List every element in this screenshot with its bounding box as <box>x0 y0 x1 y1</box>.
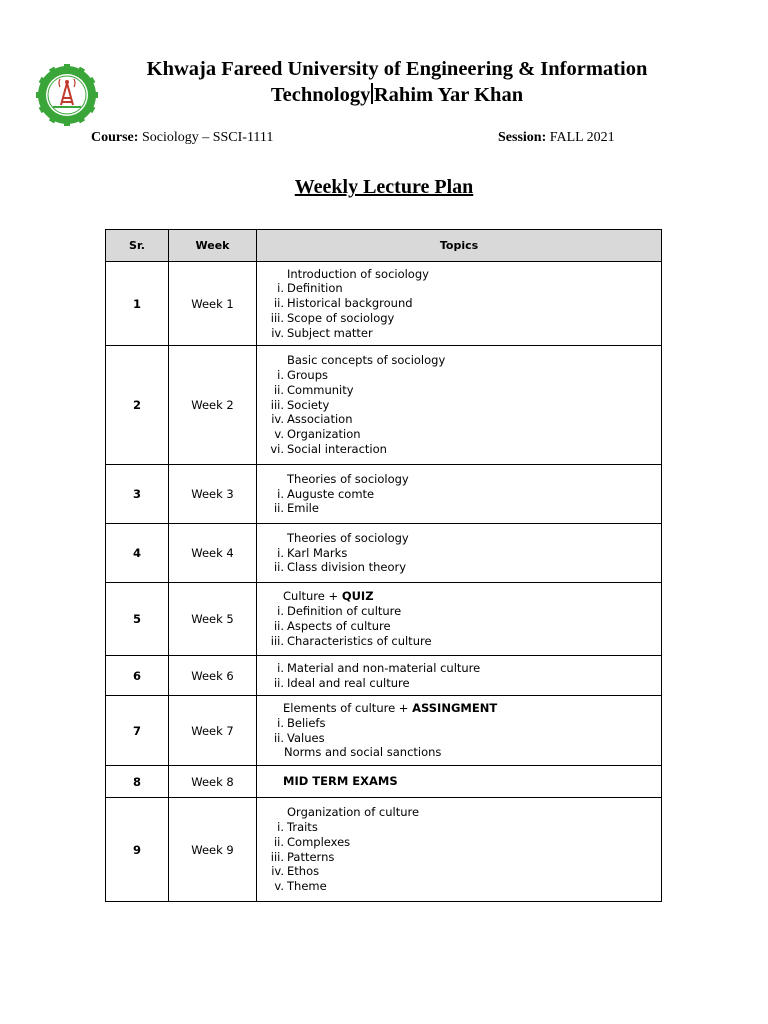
topic-item-number: i. <box>277 715 284 730</box>
row-topics <box>257 524 662 583</box>
row-sr: 4 <box>106 524 169 583</box>
topic-item <box>257 634 661 649</box>
topic-item-text: Class division theory <box>287 560 407 575</box>
topic-item-text: Society <box>287 397 330 412</box>
plan-title: Weekly Lecture Plan <box>294 176 474 198</box>
topic-item-number: i. <box>277 486 284 501</box>
topic-item-number: i. <box>277 604 284 619</box>
table-header-row <box>106 230 662 262</box>
table-row <box>106 656 662 696</box>
row-sr: 5 <box>106 583 169 656</box>
topic-item-number: i. <box>277 660 284 675</box>
topic-item <box>257 560 661 575</box>
topic-heading-emphasis: ASSINGMENT <box>412 700 498 715</box>
university-title-line2 <box>106 82 688 108</box>
topic-heading <box>257 805 661 820</box>
topic-item <box>257 661 661 676</box>
table-row <box>106 262 662 346</box>
topic-item-number: iv. <box>271 412 284 427</box>
topic-item-number: iii. <box>270 849 284 864</box>
topic-item <box>257 296 661 311</box>
topic-item-text: Emile <box>287 501 319 516</box>
course-value: Sociology – SSCI-1111 <box>141 130 274 145</box>
topic-item-text: Community <box>287 382 354 397</box>
table-row <box>106 583 662 656</box>
topic-item-number: iv. <box>271 325 284 340</box>
topic-heading <box>257 353 661 368</box>
topic-item-number: ii. <box>273 560 284 575</box>
topic-item-text: Beliefs <box>287 715 326 730</box>
row-week: Week 1 <box>169 262 257 346</box>
row-topics <box>257 766 662 798</box>
topic-item-number: ii. <box>273 730 284 745</box>
topic-item <box>257 311 661 326</box>
topic-heading-text: Culture + <box>283 589 342 604</box>
topic-item-text: Groups <box>287 368 329 382</box>
row-topics <box>257 656 662 696</box>
topic-heading-text: Introduction of sociology <box>287 266 429 281</box>
topic-item-text: Material and non-material culture <box>287 660 481 675</box>
topic-item-number: ii. <box>273 619 284 633</box>
university-title <box>106 56 688 108</box>
row-week: Week 8 <box>169 766 257 798</box>
session-info <box>498 130 615 146</box>
title-divider <box>371 83 373 104</box>
topic-item-number: ii. <box>273 382 284 397</box>
topic-item <box>257 731 661 746</box>
topic-heading <box>257 472 661 487</box>
topic-item <box>257 835 661 850</box>
topic-heading-text: Basic concepts of sociology <box>287 353 446 368</box>
topic-item-text: Ethos <box>287 864 320 879</box>
topic-item-number: iv. <box>271 864 284 879</box>
row-week: Week 2 <box>169 346 257 465</box>
row-week: Week 7 <box>169 696 257 766</box>
row-week: Week 3 <box>169 465 257 524</box>
row-sr: 1 <box>106 262 169 346</box>
row-sr: 3 <box>106 465 169 524</box>
topic-item-number: v. <box>274 879 284 894</box>
topic-item <box>257 879 661 894</box>
topic-item-text: Characteristics of culture <box>287 633 432 648</box>
topic-item-number: ii. <box>273 296 284 311</box>
topic-heading <box>257 589 661 604</box>
university-logo <box>36 64 98 126</box>
topic-item-number: i. <box>277 545 284 560</box>
university-title-line1: Khwaja Fareed University of Engineering & Information <box>146 58 648 80</box>
topic-item <box>257 281 661 296</box>
topic-heading-text: Theories of sociology <box>287 530 409 545</box>
university-title-part-b: Rahim Yar Khan <box>373 84 524 106</box>
table-row <box>106 465 662 524</box>
row-topics <box>257 696 662 766</box>
session-value: FALL 2021 <box>549 130 615 145</box>
lecture-plan-table <box>105 229 662 902</box>
topic-item-text: Ideal and real culture <box>287 675 410 690</box>
topic-item-text: Social interaction <box>287 441 387 456</box>
topic-note: Norms and social sanctions <box>284 745 442 760</box>
topic-item <box>257 619 661 634</box>
topic-item-text: Auguste comte <box>287 486 375 501</box>
topic-item-text: Association <box>287 412 353 427</box>
row-sr: 7 <box>106 696 169 766</box>
row-topics <box>257 465 662 524</box>
topic-item-text: Definition of culture <box>287 604 402 619</box>
topic-item-text: Karl Marks <box>287 545 348 560</box>
topic-item-text: Definition <box>287 281 343 296</box>
row-week: Week 6 <box>169 656 257 696</box>
topic-item <box>257 850 661 865</box>
topic-item-number: iii. <box>270 397 284 412</box>
row-topics <box>257 798 662 902</box>
topic-item <box>257 716 661 731</box>
topic-item-text: Subject matter <box>287 325 373 340</box>
header-topics: Topics <box>257 230 662 262</box>
row-sr: 2 <box>106 346 169 465</box>
row-week: Week 5 <box>169 583 257 656</box>
topic-item-text: Patterns <box>287 849 335 864</box>
topic-item-text: Complexes <box>287 834 351 849</box>
topic-item-text: Historical background <box>287 296 413 311</box>
row-week: Week 9 <box>169 798 257 902</box>
topic-item <box>257 604 661 619</box>
table-body <box>106 262 662 902</box>
topic-item-number: ii. <box>273 501 284 516</box>
topic-heading-text: Organization of culture <box>287 805 420 820</box>
topic-item <box>257 546 661 561</box>
topic-item-text: Aspects of culture <box>287 619 391 633</box>
topic-item <box>257 326 661 341</box>
table-row <box>106 346 662 465</box>
topic-item <box>257 427 661 442</box>
course-info <box>91 130 273 146</box>
topic-item-text: Traits <box>287 819 318 834</box>
topic-heading-text: Theories of sociology <box>287 471 409 486</box>
topic-item-number: vi. <box>270 441 284 456</box>
header-sr: Sr. <box>106 230 169 262</box>
table-row <box>106 524 662 583</box>
topic-item <box>257 442 661 457</box>
row-sr: 8 <box>106 766 169 798</box>
topic-heading <box>257 531 661 546</box>
row-sr: 9 <box>106 798 169 902</box>
topic-heading-text: Elements of culture + <box>283 700 413 715</box>
table-row <box>106 696 662 766</box>
topic-heading-emphasis: QUIZ <box>341 589 374 604</box>
topic-item <box>257 398 661 413</box>
topic-heading <box>257 267 661 282</box>
row-week: Week 4 <box>169 524 257 583</box>
row-topics <box>257 583 662 656</box>
topic-item-text: Scope of sociology <box>287 310 395 325</box>
topic-item <box>257 820 661 835</box>
topic-item <box>257 383 661 398</box>
topic-item-number: iii. <box>270 310 284 325</box>
course-label: Course: <box>91 130 139 145</box>
row-topics <box>257 346 662 465</box>
topic-item-number: i. <box>277 368 284 382</box>
topic-item <box>257 864 661 879</box>
topic-item-number: iii. <box>270 633 284 648</box>
topic-item-number: ii. <box>273 675 284 690</box>
topic-item-number: ii. <box>273 834 284 849</box>
topic-item-number: i. <box>277 281 284 296</box>
topic-item <box>257 501 661 516</box>
topic-item-number: v. <box>274 427 284 442</box>
topic-item <box>257 412 661 427</box>
session-label: Session: <box>498 130 547 145</box>
table-row <box>106 798 662 902</box>
university-title-part-a: Technology <box>270 84 371 106</box>
row-topics <box>257 262 662 346</box>
header-week: Week <box>169 230 257 262</box>
topic-item-text: Organization <box>287 427 361 442</box>
topic-item-number: i. <box>277 819 284 834</box>
topic-item-text: Theme <box>287 879 327 894</box>
topic-heading <box>257 701 661 716</box>
topic-item <box>257 368 661 383</box>
table-row <box>106 766 662 798</box>
topic-item <box>257 487 661 502</box>
topic-item-text: Values <box>287 730 325 745</box>
topic-item <box>257 676 661 691</box>
topic-emphasis: MID TERM EXAMS <box>283 774 398 789</box>
row-sr: 6 <box>106 656 169 696</box>
